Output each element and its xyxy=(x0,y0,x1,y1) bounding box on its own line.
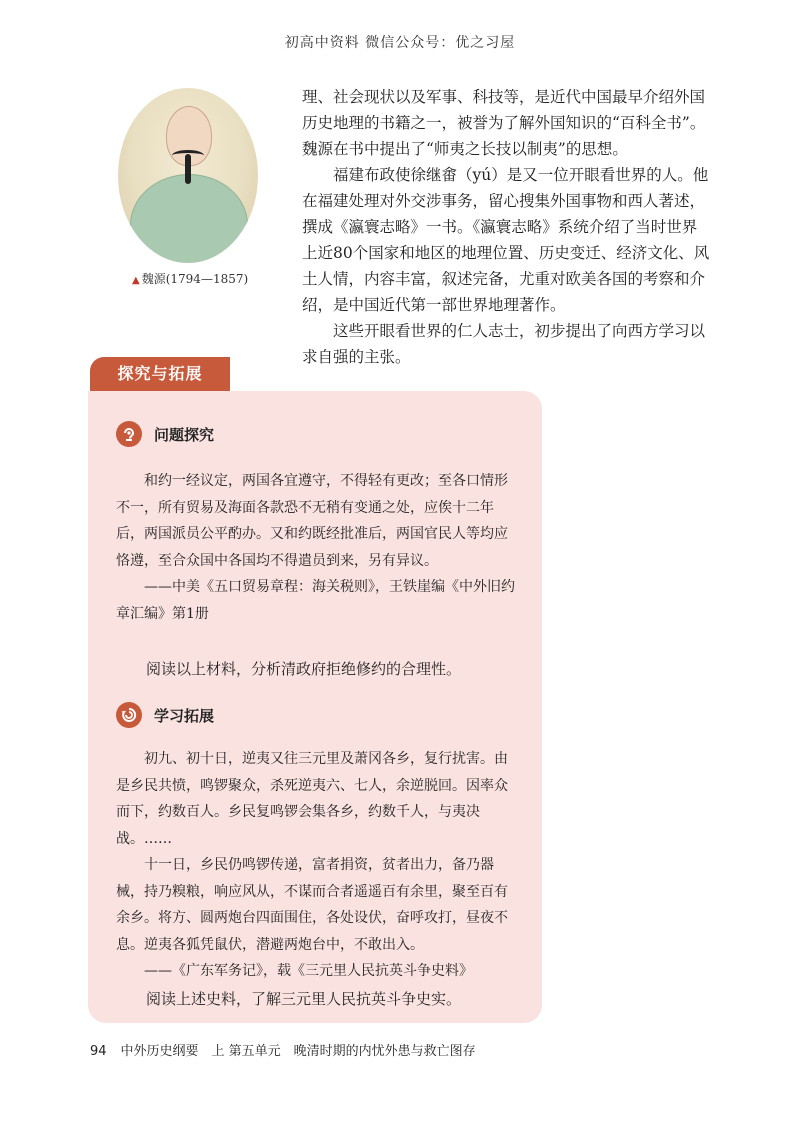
question-ear-icon xyxy=(116,421,142,447)
question-quote-text: 和约一经议定，两国各宜遵守，不得轻有更改；至各口情形不一，所有贸易及海面各款恐不无稍有变通之处，应俟十二年后，两国派员公平酌办。又和约既经批准后，两国官民人等均应恪遵，至合众国中各国均不得遣员到来，另有异议。 xyxy=(116,473,508,569)
portrait-beard xyxy=(185,154,191,184)
section-question-quote xyxy=(116,468,520,627)
section-question-title: 问题探究 xyxy=(154,425,215,444)
wei-yuan-portrait xyxy=(118,88,258,263)
page-number: 94 xyxy=(90,1044,107,1059)
page-header: 初高中资料 微信公众号：优之习屋 xyxy=(284,35,516,51)
portrait-robe xyxy=(130,174,248,263)
portrait-caption xyxy=(132,270,248,287)
question-task: 阅读以上材料，分析清政府拒绝修约的合理性。 xyxy=(146,660,462,678)
body-paragraph-2: 福建布政使徐继畬（yú）是又一位开眼看世界的人。他在福建处理对外交涉事务，留心搜集外国事物和西人著述，撰成《瀛寰志略》一书。《瀛寰志略》系统介绍了当时世界上近80个国家和地区的地理位置、历史变迁、经济文化、风土人情，内容丰富，叙述完备，尤重对欧美各国的考察和介绍，是中国近代第一部世界地理著作。 xyxy=(302,166,710,314)
extend-task: 阅读上述史料，了解三元里人民抗英斗争史实。 xyxy=(146,990,462,1008)
extend-quote-source: ——《广东军务记》，载《三元里人民抗英斗争史料》 xyxy=(144,963,473,979)
page-footer xyxy=(90,1040,476,1059)
section-extend-quote xyxy=(116,746,520,985)
spiral-arrow-icon xyxy=(116,702,142,728)
section-extend-title: 学习拓展 xyxy=(154,706,215,725)
extend-quote-text-1: 初九、初十日，逆夷又往三元里及萧冈各乡，复行扰害。由是乡民共愤，鸣锣聚众，杀死逆夷六、七人，余逆脱回。因率众而下，约数百人。乡民复鸣锣会集各乡，约数千人，与夷决战。…… xyxy=(116,751,508,847)
section-extend-heading xyxy=(116,702,214,728)
question-quote-source: ——中美《五口贸易章程：海关税则》，王铁崖编《中外旧约章汇编》第1册 xyxy=(116,579,515,622)
triangle-marker-icon: ▲ xyxy=(132,275,140,286)
caption-years: (1794—1857) xyxy=(165,272,249,286)
main-body-text xyxy=(302,84,712,370)
caption-name: 魏源 xyxy=(141,272,166,286)
footer-title: 中外历史纲要 上 第五单元 晚清时期的内忧外患与救亡图存 xyxy=(120,1044,476,1059)
section-question-heading xyxy=(116,421,214,447)
portrait-illustration xyxy=(118,88,258,263)
extend-quote-text-2: 十一日，乡民仍鸣锣传递，富者捐资，贫者出力，备乃器械，持乃糗粮，响应风从，不谋而合者遥遥百有余里，聚至百有余乡。将方、圆两炮台四面围住，各处设伏，奋呼攻打，昼夜不息。逆夷各狐凭鼠伏，潜避两炮台中，不敢出入。 xyxy=(116,857,508,953)
explore-tab-label: 探究与拓展 xyxy=(90,357,230,391)
body-paragraph-1: 理、社会现状以及军事、科技等，是近代中国最早介绍外国历史地理的书籍之一，被誉为了解外国知识的“百科全书”。魏源在书中提出了“师夷之长技以制夷”的思想。 xyxy=(302,88,706,158)
body-paragraph-3: 这些开眼看世界的仁人志士，初步提出了向西方学习以求自强的主张。 xyxy=(302,322,706,366)
